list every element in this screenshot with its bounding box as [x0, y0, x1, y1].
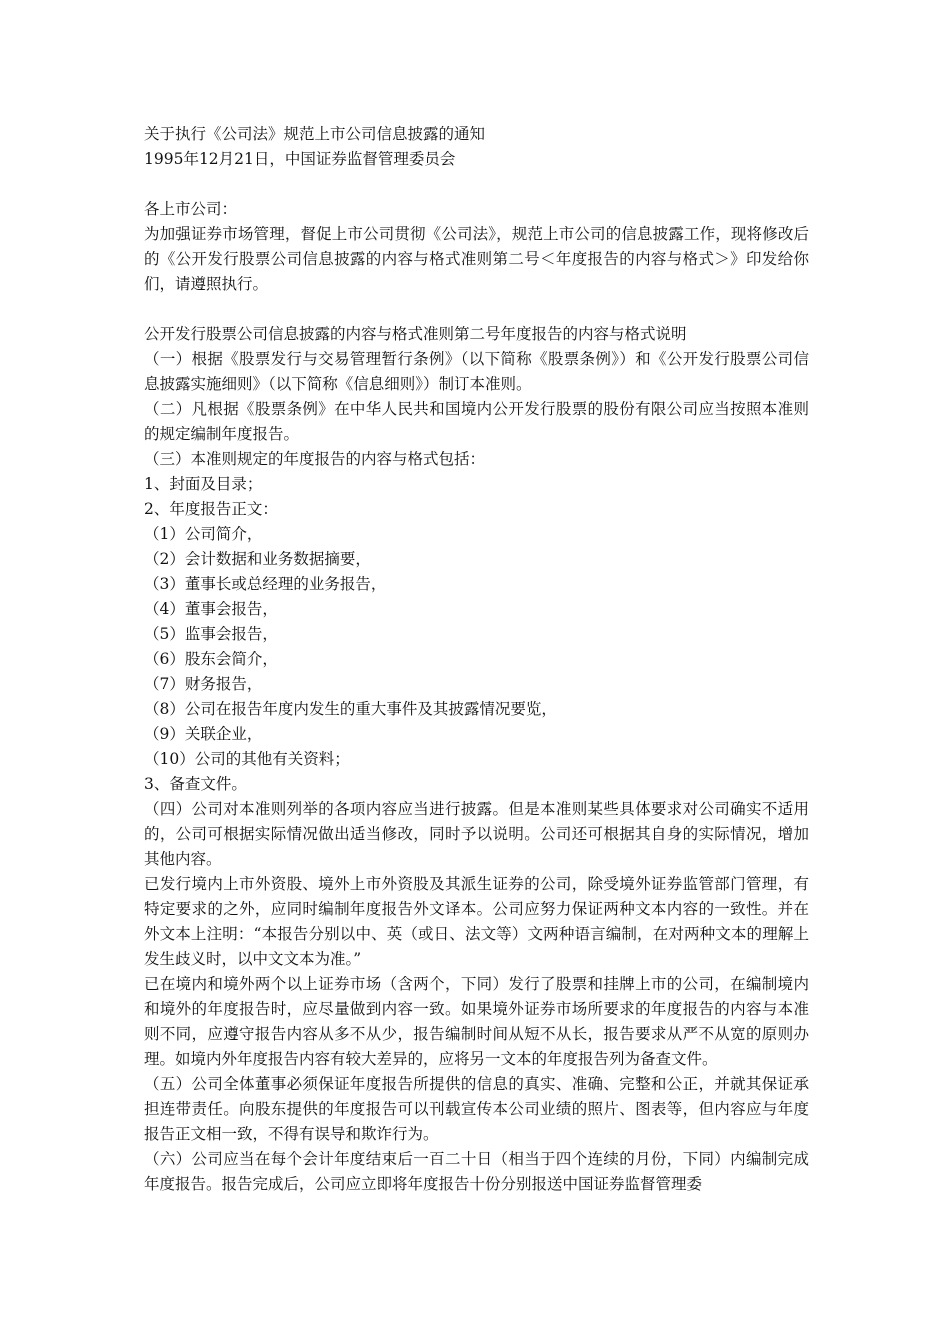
salutation: 各上市公司：	[144, 200, 238, 218]
sub-list-item: （5）监事会报告，	[144, 625, 278, 643]
sub-list-item: （2）会计数据和业务数据摘要，	[144, 550, 371, 568]
paragraph-3: （三）本准则规定的年度报告的内容与格式包括：	[144, 450, 486, 468]
sub-list-item: （4）董事会报告，	[144, 600, 278, 618]
list-item-1: 1、封面及目录；	[144, 475, 263, 493]
paragraph-1: （一）根据《股票发行与交易管理暂行条例》（以下简称《股票条例》）和《公开发行股票公司信息披露实施细则》（以下简称《信息细则》）制订本准则。	[144, 350, 809, 393]
sub-list-item: （7）财务报告，	[144, 675, 263, 693]
paragraph-4: （四）公司对本准则列举的各项内容应当进行披露。但是本准则某些具体要求对公司确实不适用的，公司可根据实际情况做出适当修改，同时予以说明。公司还可根据其自身的实际情况，增加其他内容。	[144, 800, 809, 868]
sub-list-item: （3）董事长或总经理的业务报告，	[144, 575, 387, 593]
document-title: 关于执行《公司法》规范上市公司信息披露的通知	[144, 125, 486, 143]
paragraph-8: （六）公司应当在每个会计年度结束后一百二十日（相当于四个连续的月份，下同）内编制完成年度报告。报告完成后，公司应立即将年度报告十份分别报送中国证券监督管理委	[144, 1150, 809, 1193]
document-date-line: 1995年12月21日，中国证券监督管理委员会	[144, 150, 456, 168]
blank-line	[144, 172, 809, 197]
paragraph-5: 已发行境内上市外资股、境外上市外资股及其派生证券的公司，除受境外证券监管部门管理，有特定要求的之外，应同时编制年度报告外文译本。公司应努力保证两种文本内容的一致性。并在外文本上注明：“本报告分别以中、英（或日、法文等）文两种语言编制，在对两种文本的理解上发生歧义时，以中文文本为准。”	[144, 875, 809, 968]
intro-paragraph: 为加强证券市场管理，督促上市公司贯彻《公司法》，规范上市公司的信息披露工作，现将修改后的《公开发行股票公司信息披露的内容与格式准则第二号＜年度报告的内容与格式＞》印发给你们，请遵照执行。	[144, 225, 809, 293]
paragraph-6: 已在境内和境外两个以上证券市场（含两个，下同）发行了股票和挂牌上市的公司，在编制境内和境外的年度报告时，应尽量做到内容一致。如果境外证券市场所要求的年度报告的内容与本准则不同，应遵守报告内容从多不从少，报告编制时间从短不从长，报告要求从严不从宽的原则办理。如境内外年度报告内容有较大差异的，应将另一文本的年度报告列为备查文件。	[144, 975, 809, 1068]
sub-list-item: （9）关联企业，	[144, 725, 263, 743]
sub-list-item: （8）公司在报告年度内发生的重大事件及其披露情况要览，	[144, 700, 557, 718]
paragraph-7: （五）公司全体董事必须保证年度报告所提供的信息的真实、准确、完整和公正，并就其保证承担连带责任。向股东提供的年度报告可以刊载宣传本公司业绩的照片、图表等，但内容应与年度报告正文相一致，不得有误导和欺诈行为。	[144, 1075, 809, 1143]
sub-list-item: （1）公司简介，	[144, 525, 263, 543]
sub-list-item: （6）股东会简介，	[144, 650, 278, 668]
blank-line	[144, 297, 809, 322]
document-page	[144, 122, 809, 1197]
list-item-2: 2、年度报告正文：	[144, 500, 278, 518]
section-title: 公开发行股票公司信息披露的内容与格式准则第二号年度报告的内容与格式说明	[144, 325, 687, 343]
paragraph-2: （二）凡根据《股票条例》在中华人民共和国境内公开发行股票的股份有限公司应当按照本准则的规定编制年度报告。	[144, 400, 809, 443]
list-item-3: 3、备查文件。	[144, 775, 247, 793]
sub-list-item: （10）公司的其他有关资料；	[144, 750, 350, 768]
